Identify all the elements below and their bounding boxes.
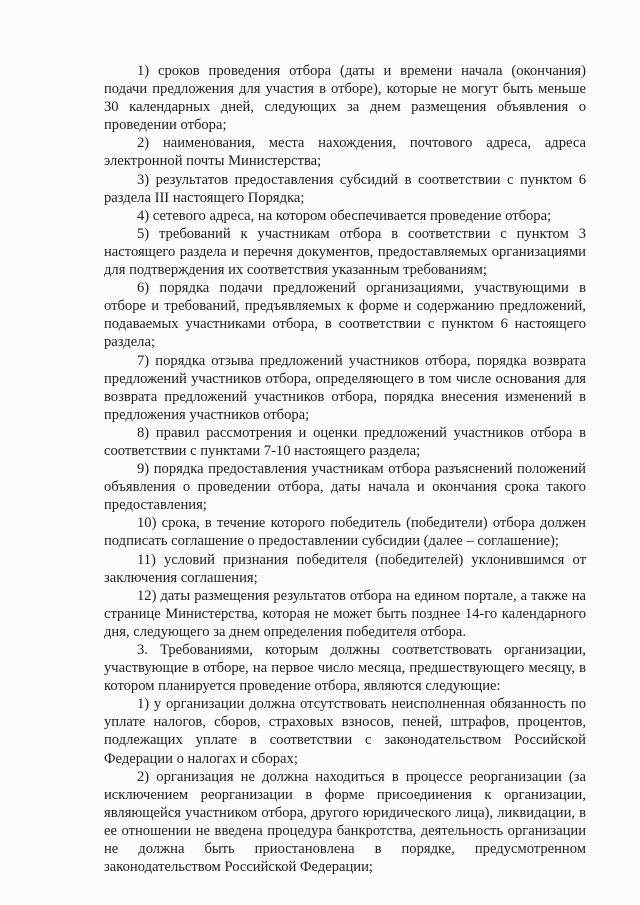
paragraph-item-2: 2) наименования, места нахождения, почтового адреса, адреса электронной почты Министерства; <box>104 135 586 170</box>
paragraph-item-1: 1) сроков проведения отбора (даты и времени начала (окончания) подачи предложения для участия в отборе), которые не могут быть меньше 30 календарных дней, следующих за днем размещения объявления о проведении отбора; <box>104 63 586 134</box>
paragraph-item-11: 11) условий признания победителя (победителей) уклонившимся от заключения соглашения; <box>104 551 586 586</box>
paragraph-item-3: 3) результатов предоставления субсидий в соответствии с пунктом 6 раздела III настоящего Порядка; <box>104 171 586 206</box>
paragraph-item-5: 5) требований к участникам отбора в соответствии с пунктом 3 настоящего раздела и перечня документов, предоставляемых организациями для подтверждения их соответствия указанным требованиям; <box>104 225 586 279</box>
requirement-item-2: 2) организация не должна находиться в процессе реорганизации (за исключением реорганизации в форме присоединения к организации, являющейся участником отбора, другого юридического лица), ликвидации, в ее отношении не введена процедура банкротства, деятельность организации не должна быть приостановлена в порядке, предусмотренном законодательством Российской Федерации; <box>104 768 586 876</box>
paragraph-item-10: 10) срока, в течение которого победитель (победители) отбора должен подписать соглашение о предоставлении субсидии (далее – соглашение); <box>104 515 586 550</box>
paragraph-section-3: 3. Требованиями, которым должны соответствовать организации, участвующие в отборе, на первое число месяца, предшествующего месяцу, в котором планируется проведение отбора, являются следующие: <box>104 642 586 695</box>
paragraph-item-6: 6) порядка подачи предложений организациями, участвующими в отборе и требований, предъявляемых к форме и содержанию предложений, подаваемых участниками отбора, в соответствии с пунктом 6 настоящего раздела; <box>104 280 586 351</box>
document-body <box>104 62 586 876</box>
paragraph-item-8: 8) правил рассмотрения и оценки предложений участников отбора в соответствии с пунктами 7-10 настоящего раздела; <box>104 424 586 459</box>
paragraph-item-7: 7) порядка отзыва предложений участников отбора, порядка возврата предложений участников отбора, определяющего в том числе основания для возврата предложений участников отбора, порядка внесения изменений в предложения участников отбора; <box>104 352 586 423</box>
paragraph-item-12: 12) даты размещения результатов отбора на едином портале, а также на странице Министерства, которая не может быть позднее 14-го календарного дня, следующего за днем определения победителя отбора. <box>104 587 586 640</box>
paragraph-item-4: 4) сетевого адреса, на котором обеспечивается проведение отбора; <box>137 207 552 224</box>
paragraph-item-9: 9) порядка предоставления участникам отбора разъяснений положений объявления о проведении отбора, даты начала и окончания срока такого предоставления; <box>104 461 586 514</box>
requirement-item-1: 1) у организации должна отсутствовать неисполненная обязанность по уплате налогов, сборов, страховых взносов, пеней, штрафов, процентов, подлежащих уплате в соответствии с законодательством Российской Федерации о налогах и сборах; <box>104 696 586 767</box>
